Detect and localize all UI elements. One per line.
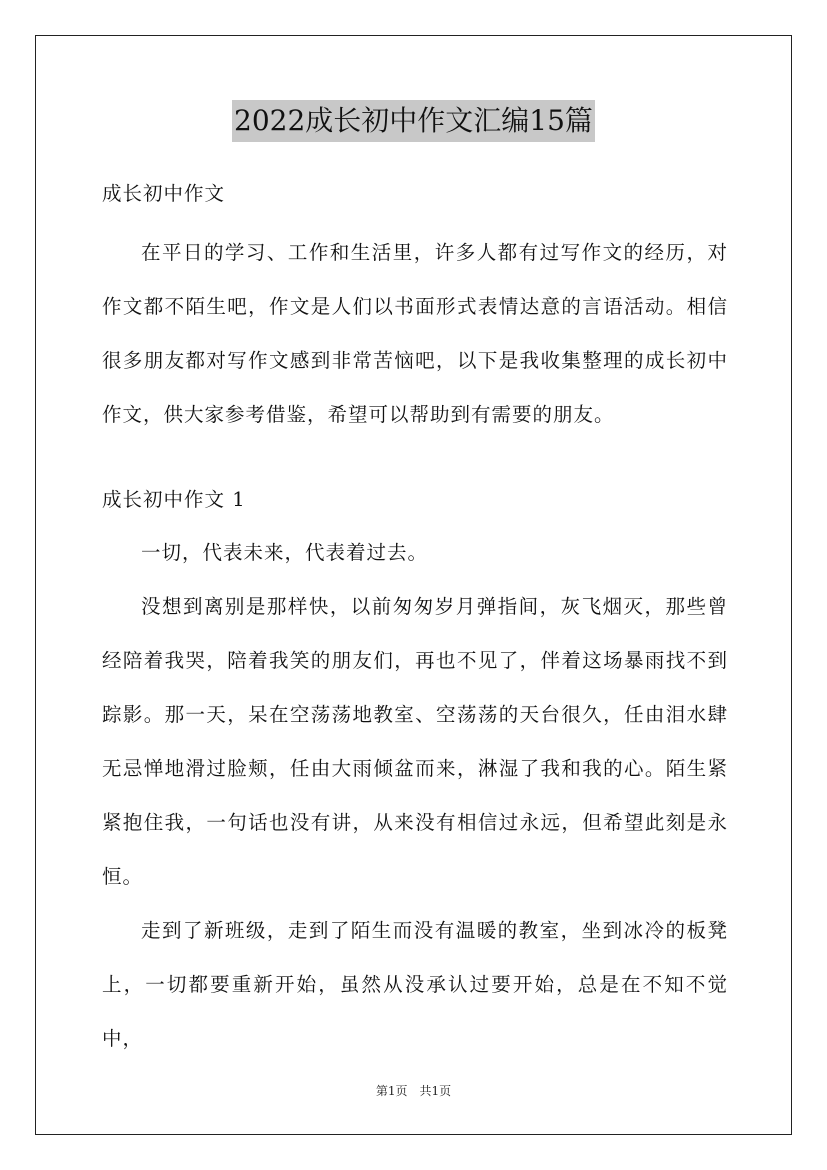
intro-paragraph: 在平日的学习、工作和生活里，许多人都有过写作文的经历，对作文都不陌生吧，作文是人们以书面形式表情达意的言语活动。相信很多朋友都对写作文感到非常苦恼吧，以下是我收集整理的成长初中作文，供大家参考借鉴，希望可以帮助到有需要的朋友。 — [102, 241, 728, 426]
document-title: 2022成长初中作文汇编15篇 — [232, 100, 595, 142]
page-footer: 第1页 共1页 — [375, 1084, 452, 1098]
section-heading-essay-1: 成长初中作文 1 — [102, 488, 246, 511]
essay1-paragraph-3: 走到了新班级，走到了陌生而没有温暖的教室，坐到冰冷的板凳上，一切都要重新开始，虽然从没承认过要开始，总是在不知不觉中， — [102, 919, 728, 1050]
essay1-paragraph-1: 一切，代表未来，代表着过去。 — [141, 541, 429, 564]
document-body — [102, 176, 728, 1066]
essay1-paragraph-2: 没想到离别是那样快，以前匆匆岁月弹指间，灰飞烟灭，那些曾经陪着我哭，陪着我笑的朋友们，再也不见了，伴着这场暴雨找不到踪影。那一天，呆在空荡荡地教室、空荡荡的天台很久，任由泪水肆无忌惮地滑过脸颊，任由大雨倾盆而来，淋湿了我和我的心。陌生紧紧抱住我，一句话也没有讲，从来没有相信过永远，但希望此刻是永恒。 — [102, 595, 728, 888]
title-container — [0, 100, 827, 142]
section-heading-intro: 成长初中作文 — [102, 182, 226, 205]
